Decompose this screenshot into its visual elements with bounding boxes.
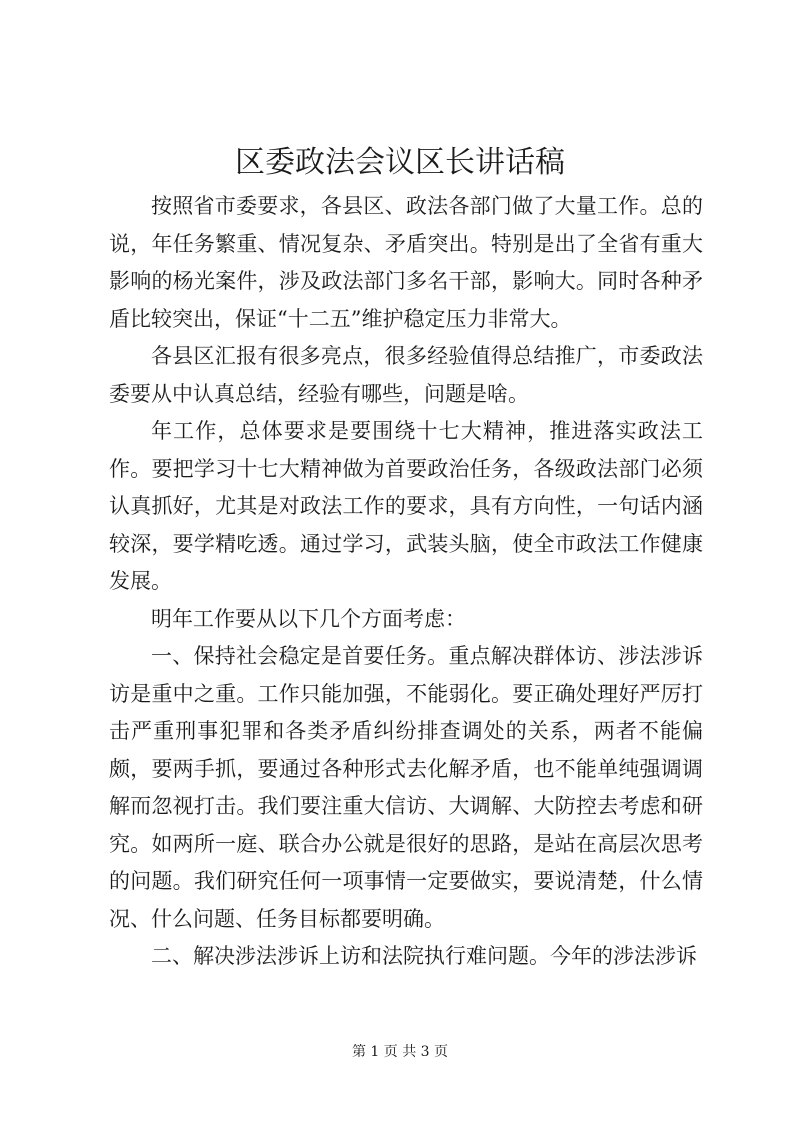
paragraph-1: 按照省市委要求，各县区、政法各部门做了大量工作。总的说，年任务繁重、情况复杂、矛盾突出。特别是出了全省有重大影响的杨光案件，涉及政法部门多名干部，影响大。同时各种矛盾比较突出，保证“十二五”维护稳定压力非常大。	[109, 194, 703, 331]
paragraph-2: 各县区汇报有很多亮点，很多经验值得总结推广，市委政法委要从中认真总结，经验有哪些，问题是啥。	[109, 344, 703, 406]
paragraph-5: 一、保持社会稳定是首要任务。重点解决群体访、涉法涉诉访是重中之重。工作只能加强，不能弱化。要正确处理好严厉打击严重刑事犯罪和各类矛盾纠纷排查调处的关系，两者不能偏颇，要两手抓，要通过各种形式去化解矛盾，也不能单纯强调调解而忽视打击。我们要注重大信访、大调解、大防控去考虑和研究。如两所一庭、联合办公就是很好的思路，是站在高层次思考的问题。我们研究任何一项事情一定要做实，要说清楚，什么情况、什么问题、任务目标都要明确。	[109, 644, 703, 931]
paragraph-3: 年工作，总体要求是要围绕十七大精神，推进落实政法工作。要把学习十七大精神做为首要政治任务，各级政法部门必须认真抓好，尤其是对政法工作的要求，具有方向性，一句话内涵较深，要学精吃透。通过学习，武装头脑，使全市政法工作健康发展。	[109, 419, 703, 593]
document-title: 区委政法会议区长讲话稿	[235, 145, 565, 180]
page-footer: 第 1 页 共 3 页	[351, 1044, 449, 1060]
paragraph-4: 明年工作要从以下几个方面考虑：	[151, 606, 466, 631]
document-body	[109, 188, 703, 976]
paragraph-6: 二、解决涉法涉诉上访和法院执行难问题。今年的涉法涉诉	[151, 944, 697, 968]
